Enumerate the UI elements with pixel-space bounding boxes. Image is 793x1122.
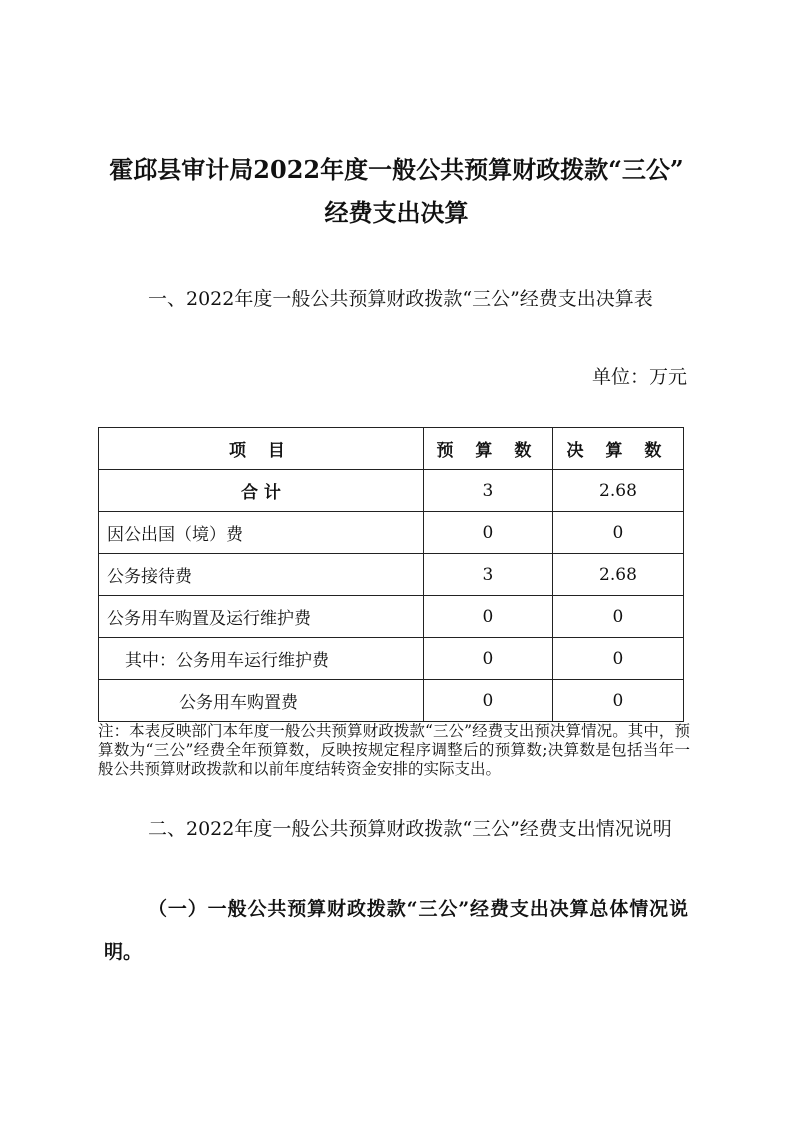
header-item: 项 目	[99, 428, 424, 470]
section-2-heading: 二、2022年度一般公共预算财政拨款“三公”经费支出情况说明	[148, 818, 672, 840]
row-budget: 0	[423, 596, 552, 638]
row-final: 0	[552, 638, 683, 680]
document-title-line-1: 霍邱县审计局2022年度一般公共预算财政拨款“三公”	[109, 155, 684, 184]
table-row	[99, 680, 684, 722]
document-title-line-2: 经费支出决算	[324, 198, 469, 227]
row-final: 2.68	[552, 470, 683, 512]
table-header-row	[99, 428, 684, 470]
header-budget: 预 算 数	[423, 428, 552, 470]
row-final: 0	[552, 596, 683, 638]
row-label: 公务接待费	[99, 554, 424, 596]
row-label: 合 计	[99, 470, 424, 512]
unit-label: 单位：万元	[591, 366, 687, 388]
three-public-expenses-table	[98, 427, 684, 722]
row-label: 公务用车购置费	[99, 680, 424, 722]
row-budget: 0	[423, 638, 552, 680]
row-label: 公务用车购置及运行维护费	[99, 596, 424, 638]
table-row	[99, 512, 684, 554]
row-final: 2.68	[552, 554, 683, 596]
section-1-heading: 一、2022年度一般公共预算财政拨款“三公”经费支出决算表	[148, 288, 653, 310]
row-final: 0	[552, 680, 683, 722]
subsection-1-heading: （一）一般公共预算财政拨款“三公”经费支出决算总体情况说明。	[104, 898, 688, 963]
row-final: 0	[552, 512, 683, 554]
table-note: 注：本表反映部门本年度一般公共预算财政拨款“三公”经费支出预决算情况。其中，预算数为“三公”经费全年预算数，反映按规定程序调整后的预算数;决算数是包括当年一般公共预算财政拨款和以前年度结转资金安排的实际支出。	[98, 722, 690, 778]
table-row	[99, 554, 684, 596]
row-budget: 0	[423, 512, 552, 554]
row-budget: 3	[423, 470, 552, 512]
row-label: 因公出国（境）费	[99, 512, 424, 554]
header-final: 决 算 数	[552, 428, 683, 470]
row-label: 其中：公务用车运行维护费	[99, 638, 424, 680]
row-budget: 3	[423, 554, 552, 596]
row-budget: 0	[423, 680, 552, 722]
table-row-total	[99, 470, 684, 512]
table-row	[99, 638, 684, 680]
table-row	[99, 596, 684, 638]
